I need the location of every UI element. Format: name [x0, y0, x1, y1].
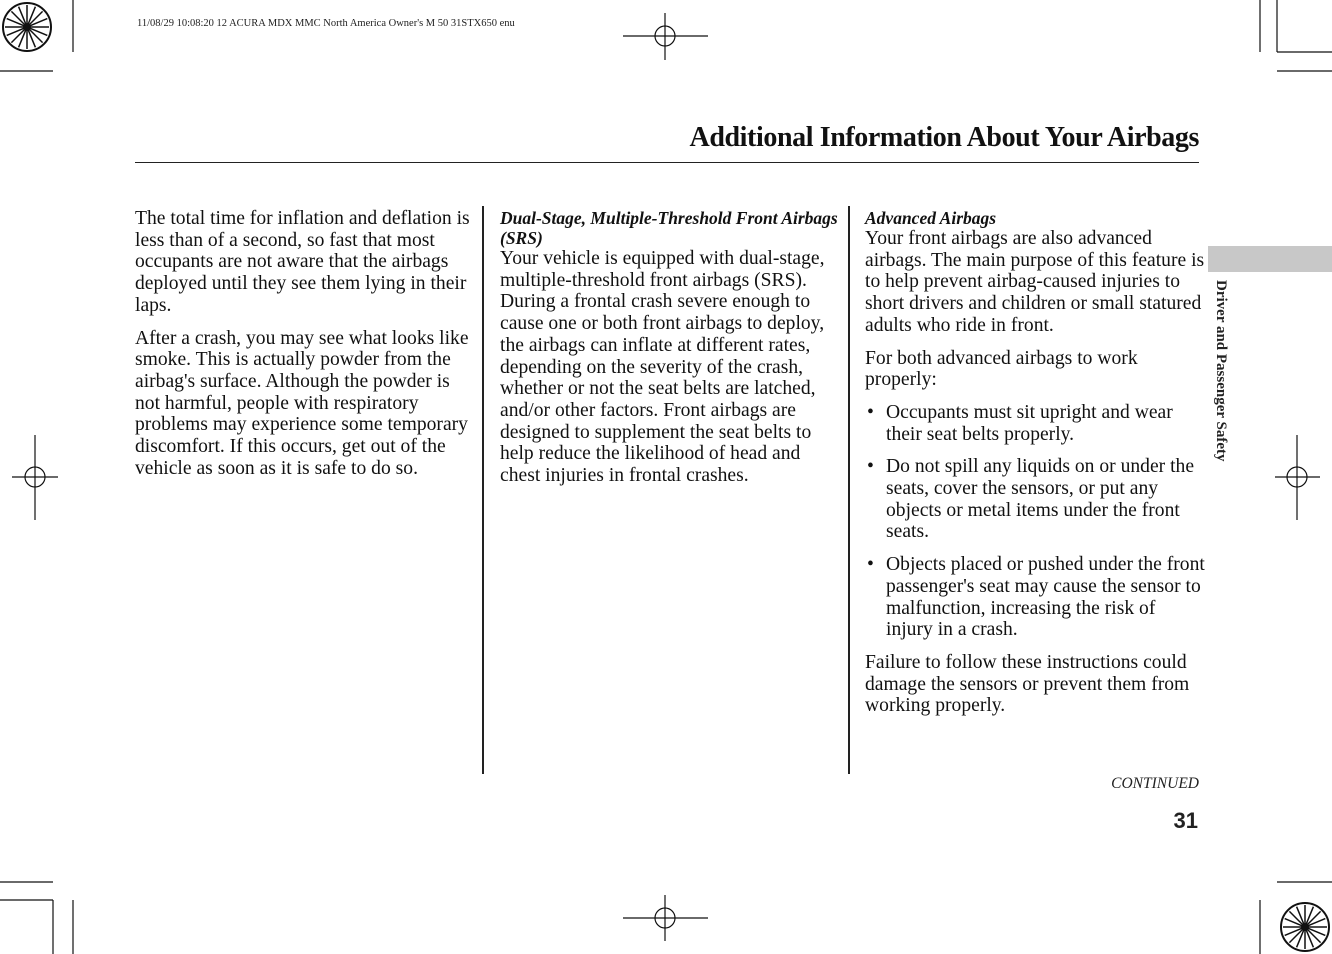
column-2 — [500, 208, 840, 498]
column-divider-1 — [482, 206, 484, 774]
list-item — [865, 456, 1205, 543]
list-item-text: Objects placed or pushed under the front passenger's seat may cause the sensor to malfunction, increasing the risk of injury in a crash. — [886, 554, 1205, 641]
paragraph-smoke-powder: After a crash, you may see what looks like smoke. This is actually powder from the airbag's surface. Although the powder is not harmful, people with respiratory problems may experience some temporary discomfort. If this occurs, get out of the vehicle as soon as it is safe to do so. — [135, 327, 469, 479]
paragraph-inflation-time: The total time for inflation and deflation is less than of a second, so fast that most occupants are not aware that the airbags deployed until they see them lying in their laps. — [135, 208, 470, 316]
requirements-list — [865, 402, 1205, 641]
bullet-icon: • — [867, 554, 874, 576]
page-number: 31 — [1173, 808, 1198, 833]
registration-crosshair-right — [1275, 435, 1320, 520]
title-rule — [135, 162, 1199, 163]
column-3 — [865, 208, 1205, 728]
list-item-text: Occupants must sit upright and wear their seat belts properly. — [886, 401, 1173, 445]
starburst-target-bottom-right — [1281, 903, 1329, 951]
continued-label: CONTINUED — [1111, 775, 1199, 792]
list-item — [865, 402, 1205, 445]
registration-crosshair-bottom — [623, 895, 708, 941]
heading-dual-stage-airbags: Dual-Stage, Multiple-Threshold Front Airbags (SRS) — [500, 208, 838, 248]
paragraph-failure-warning: Failure to follow these instructions could damage the sensors or prevent them from working properly. — [865, 651, 1190, 717]
list-item-text: Do not spill any liquids on or under the seats, cover the sensors, or put any objects or metal items under the front seats. — [886, 456, 1195, 543]
heading-advanced-airbags: Advanced Airbags — [865, 208, 997, 228]
paragraph-work-properly: For both advanced airbags to work properly: — [865, 347, 1138, 391]
starburst-target-top-left — [3, 3, 51, 51]
section-tab — [1208, 246, 1332, 272]
registration-crosshair-top — [623, 13, 708, 60]
page-title: Additional Information About Your Airbags — [689, 122, 1199, 153]
paragraph-dual-stage: Your vehicle is equipped with dual-stage, multiple-threshold front airbags (SRS). During a frontal crash severe enough to cause one or both front airbags to deploy, the airbags can inflate at different rates, depending on the severity of the crash, whether or not the seat belts are latched, and/or other factors. Front airbags are designed to supplement the seat belts to help reduce the likelihood of head and chest injuries in frontal crashes. — [500, 248, 825, 487]
column-1 — [135, 208, 470, 490]
paragraph-advanced-intro: Your front airbags are also advanced airbags. The main purpose of this feature is to help prevent airbag-caused injuries to short drivers and children or small statured adults who ride in front. — [865, 228, 1205, 336]
registration-crosshair-left — [12, 435, 58, 520]
section-side-label: Driver and Passenger Safety — [1213, 280, 1229, 462]
bullet-icon: • — [867, 401, 874, 423]
column-divider-2 — [848, 206, 850, 774]
list-item — [865, 554, 1205, 641]
print-header: 11/08/29 10:08:20 12 ACURA MDX MMC North America Owner's M 50 31STX650 enu — [137, 18, 515, 29]
bullet-icon: • — [867, 456, 874, 478]
